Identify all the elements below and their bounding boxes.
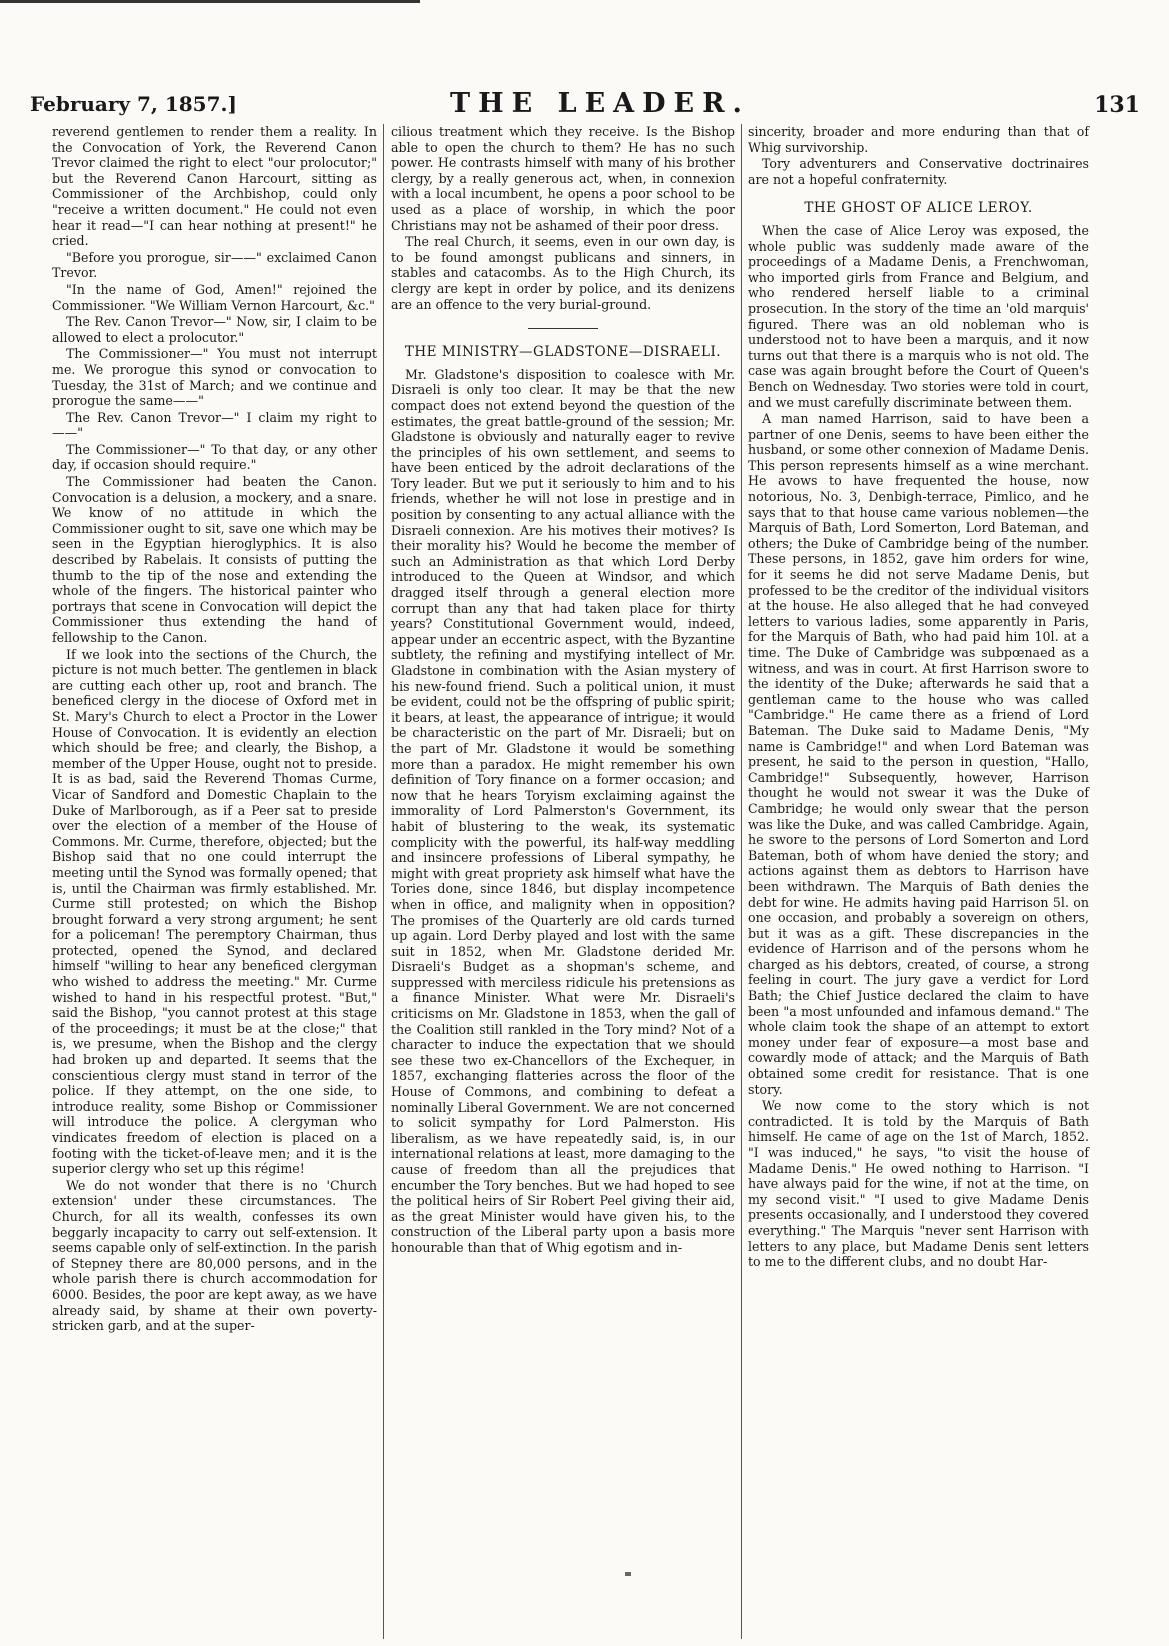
masthead-title: THE LEADER. <box>450 88 750 119</box>
paragraph: The Commissioner had beaten the Canon. Convocation is a delusion, a mockery, and a snare. We know of no attitude in which the Commissioner ought to sit, save one which may be seen in the Egyptian hieroglyphics. It is also described by Rabelais. It consists of putting the thumb to the tip of the nose and extending the whole of the fingers. The historical painter who portrays that scene in Convocation will depict the Commissioner thus extending the hand of fellowship to the Canon. <box>52 474 377 645</box>
header-date: February 7, 1857.] <box>30 92 237 116</box>
print-mark <box>625 1572 631 1576</box>
article-heading-ministry: THE MINISTRY—GLADSTONE—DISRAELI. <box>404 344 722 361</box>
column-3 <box>748 124 1089 1271</box>
paragraph: If we look into the sections of the Church, the picture is not much better. The gentlemen in black are cutting each other up, root and branch. The beneficed clergy in the diocese of Oxford met in St. Mary's Church to elect a Proctor in the Lower House of Convocation. It is evidently an election which should be free; and clearly, the Bishop, a member of the Upper House, ought not to preside. It is as bad, said the Reverend Thomas Curme, Vicar of Sandford and Domestic Chaplain to the Duke of Marlborough, as if a Peer sat to preside over the election of a member of the House of Commons. Mr. Curme, therefore, objected; but the Bishop said that no one could interrupt the meeting until the Synod was formally opened; that is, until the Chairman was firmly established. Mr. Curme still protested; on which the Bishop brought forward a very strong argument; he sent for a policeman! The peremptory Chairman, thus protected, opened the Synod, and declared himself "willing to hear any beneficed clergyman who wished to address the meeting." Mr. Curme wished to hand in his respectful protest. "But," said the Bishop, "you cannot protest at this stage of the proceedings; it must be at the close;" that is, we presume, when the Bishop and the clergy had broken up and departed. It seems that the conscientious clergy must stand in terror of the police. If they attempt, on the one side, to introduce reality, some Bishop or Commissioner will introduce the police. A clergyman who vindicates freedom of election is placed on a footing with the ticket-of-leave men; and it is the superior clergy who set up this régime! <box>52 646 377 1177</box>
paragraph: The real Church, it seems, even in our own day, is to be found amongst publicans and sinners, in stables and catacombs. As to the High Church, its clergy are kept in order by police, and its denizens are an offence to the very burial-ground. <box>391 234 735 312</box>
paragraph: Mr. Gladstone's disposition to coalesce with Mr. Disraeli is only too clear. It may be that the new compact does not extend beyond the question of the estimates, the great battle-ground of the session; Mr. Gladstone is obviously and naturally eager to revive the principles of his own settlement, and seems to have been enticed by the adroit declarations of the Tory leader. But we put it seriously to him and to his friends, whether he will not lose in prestige and in position by consenting to any actual alliance with the Disraeli connexion. Are his motives their motives? Is their morality his? Would he become the member of such an Administration as that which Lord Derby introduced to the Queen at Windsor, and which dragged itself through a general election more corrupt than any that had taken place for thirty years? Constitutional Government would, indeed, appear under an eccentric aspect, with the Byzantine subtlety, the refining and mystifying intellect of Mr. Gladstone in combination with the Asian mystery of his new-found friend. Such a political union, it must be evident, could not be the offspring of public spirit; it bears, at least, the appearance of intrigue; it would be characteristic on the part of Mr. Disraeli; but on the part of Mr. Gladstone it would be something more than a paradox. He might remember his own definition of Tory finance on a former occasion; and now that he hears Toryism exclaiming against the immorality of Lord Palmerston's Government, its habit of blustering to the weak, its systematic complicity with the powerful, its half-way meddling and insincere professions of Liberal sympathy, he might with great propriety ask himself what have the Tories done, since 1846, but display incompetence when in office, and malignity when in opposition? The promises of the Quarterly are old cards turned up again. Lord Derby played and lost with the same suit in 1852, when Mr. Gladstone derided Mr. Disraeli's Budget as a shopman's scheme, and suppressed with merciless ridicule his pretensions as a finance Minister. What were Mr. Disraeli's criticisms on Mr. Gladstone in 1853, when the gall of the Coalition still rankled in the Tory mind? Not of a character to induce the expectation that we should see these two ex-Chancellors of the Exchequer, in 1857, exchanging flatteries across the floor of the House of Commons, and combining to defeat a nominally Liberal Government. We are not concerned to solicit sympathy for Lord Palmerston. His liberalism, as we have repeatedly said, is, in our international relations at least, more damaging to the cause of freedom than all the prejudices that encumber the Tory benches. But we had hoped to see the political heirs of Sir Robert Peel giving their aid, as the great Minister would have given his, to the construction of the Liberal party upon a basis more honourable than that of Whig egotism and in- <box>391 366 735 1255</box>
column-2 <box>391 124 735 1257</box>
article-heading-alice-leroy: THE GHOST OF ALICE LEROY. <box>804 200 1033 217</box>
paragraph: The Rev. Canon Trevor—" Now, sir, I claim to be allowed to elect a prolocutor." <box>52 314 377 345</box>
paragraph: "In the name of God, Amen!" rejoined the Commissioner. "We William Vernon Harcourt, &c." <box>52 281 377 313</box>
paragraph: "Before you prorogue, sir——" exclaimed Canon Trevor. <box>52 249 377 281</box>
paragraph: Tory adventurers and Conservative doctrinaires are not a hopeful confraternity. <box>748 156 1089 187</box>
paragraph: sincerity, broader and more enduring than that of Whig survivorship. <box>748 124 1089 155</box>
paragraph: reverend gentlemen to render them a reality. In the Convocation of York, the Reverend Canon Trevor claimed the right to elect "our prolocutor;" but the Reverend Canon Harcourt, sitting as Commissioner of the Archbishop, could only "receive a written document." He could not even hear it read—"I can hear nothing at present!" he cried. <box>52 124 377 249</box>
paragraph: The Commissioner—" You must not interrupt me. We prorogue this synod or convocation to Tuesday, the 31st of March; and we continue and prorogue the same——" <box>52 346 377 409</box>
top-rule <box>0 0 420 3</box>
paragraph: When the case of Alice Leroy was exposed, the whole public was suddenly made aware of the proceedings of a Madame Denis, a Frenchwoman, who imported girls from France and Belgium, and who rendered herself liable to a criminal prosecution. In the story of the time an 'old marquis' figured. There was an old nobleman who is understood not to have been a marquis, and it now turns out that there is a marquis who is not old. The case was again brought before the Court of Queen's Bench on Wednesday. Two stories were told in court, and we must carefully discriminate between them. <box>748 222 1089 410</box>
paragraph: cilious treatment which they receive. Is the Bishop able to open the church to them? He has no such power. He contrasts himself with many of his brother clergy, by a really generous act, when, in connexion with a local incumbent, he opens a poor school to be used as a place of worship, in which the poor Christians may not be ashamed of their poor dress. <box>391 124 735 233</box>
paragraph: We do not wonder that there is no 'Church extension' under these circumstances. The Church, for all its wealth, confesses its own beggarly incapacity to carry out self-extension. It seems capable only of self-extinction. In the parish of Stepney there are 80,000 persons, and in the whole parish there is church accommodation for 6000. Besides, the poor are kept away, as we have already said, by shame at their own poverty-stricken garb, and at the super- <box>52 1177 377 1334</box>
column-rule <box>383 124 384 1639</box>
column-rule <box>741 124 742 1639</box>
column-1 <box>52 124 377 1639</box>
page-header <box>30 88 1140 122</box>
paragraph: We now come to the story which is not contradicted. It is told by the Marquis of Bath himself. He came of age on the 1st of March, 1852. "I was induced," he says, "to visit the house of Madame Denis." He owed nothing to Harrison. "I have always paid for the wine, if not at the time, on my second visit." "I used to give Madame Denis presents occasionally, and I understood they covered everything." The Marquis "never sent Harrison with letters to any place, but Madame Denis sent letters to me to the different clubs, and no doubt Har- <box>748 1098 1089 1270</box>
paragraph: A man named Harrison, said to have been a partner of one Denis, seems to have been either the husband, or some other connexion of Madame Denis. This person represents himself as a wine merchant. He avows to have frequented the house, now notorious, No. 3, Denbigh-terrace, Pimlico, and he says that to that house came various noblemen—the Marquis of Bath, Lord Somerton, Lord Bateman, and others; the Duke of Cambridge being of the number. These persons, in 1852, gave him orders for wine, for it seems he did not serve Madame Denis, but professed to be the creditor of the individual visitors at the house. He also alleged that he had conveyed letters to various ladies, some apparently in Paris, for the Marquis of Bath, who had paid him 10l. at a time. The Duke of Cambridge was subpœnaed as a witness, and was in court. At first Harrison swore to the identity of the Duke; afterwards he said that a gentleman came to the house who was called "Cambridge." He came there as a friend of Lord Bateman. The Duke said to Madame Denis, "My name is Cambridge!" and when Lord Bateman was present, he said to the person in question, "Hallo, Cambridge!" Subsequently, however, Harrison thought he would not swear it was the Duke of Cambridge; he would only swear that the person was like the Duke, and was called Cambridge. Again, he swore to the persons of Lord Somerton and Lord Bateman, both of whom have denied the story; and actions against them as debtors to Harrison have been withdrawn. The Marquis of Bath denies the debt for wine. He admits having paid Harrison 5l. on one occasion, and probably a sovereign on others, but it was as a gift. These discrepancies in the evidence of Harrison and of the persons whom he charged as his debtors, created, of course, a strong feeling in court. The jury gave a verdict for Lord Bath; the Chief Justice declared the claim to have been "a most unfounded and infamous demand." The whole claim took the shape of an attempt to extort money under fear of exposure—a most base and cowardly mode of attack; and the Marquis of Bath obtained some credit for resistance. That is one story. <box>748 411 1089 1097</box>
paragraph: The Rev. Canon Trevor—" I claim my right to——" <box>52 409 377 441</box>
page-number: 131 <box>1094 92 1140 118</box>
paragraph: The Commissioner—" To that day, or any other day, if occasion should require." <box>52 441 377 473</box>
section-separator <box>528 328 598 329</box>
